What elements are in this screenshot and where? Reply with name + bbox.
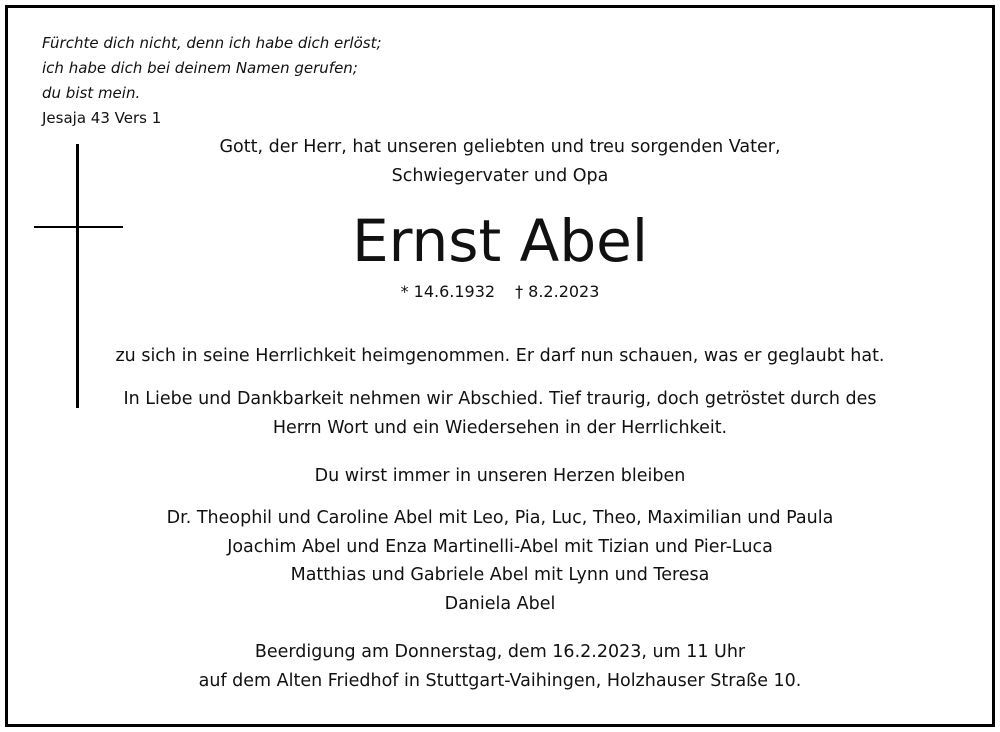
obituary-notice — [5, 5, 995, 727]
verse-line: Fürchte dich nicht, denn ich habe dich erlöst; — [42, 34, 382, 52]
funeral-info — [8, 638, 992, 695]
verse-line: du bist mein. — [42, 84, 141, 102]
intro-text — [8, 133, 992, 190]
birth-date: * 14.6.1932 — [400, 282, 496, 301]
verse-source: Jesaja 43 Vers 1 — [42, 109, 162, 127]
deceased-name: Ernst Abel — [352, 207, 648, 275]
mourners-list — [8, 504, 992, 618]
closing-text: Du wirst immer in unseren Herzen bleiben — [314, 466, 686, 486]
mourner-line: Matthias und Gabriele Abel mit Lynn und Teresa — [290, 565, 710, 585]
intro-line: Gott, der Herr, hat unseren geliebten und treu sorgenden Vater, — [219, 137, 781, 157]
farewell-text — [8, 385, 992, 442]
mourner-line: Dr. Theophil und Caroline Abel mit Leo, Pia, Luc, Theo, Maximilian und Paula — [166, 508, 834, 528]
funeral-line: auf dem Alten Friedhof in Stuttgart-Vaihingen, Holzhauser Straße 10. — [198, 670, 802, 691]
verse-line: ich habe dich bei deinem Namen gerufen; — [42, 59, 358, 77]
mourner-line: Daniela Abel — [444, 593, 556, 614]
intro-line: Schwiegervater und Opa — [391, 165, 609, 186]
life-dates — [8, 280, 992, 304]
mourner-line: Joachim Abel und Enza Martinelli-Abel mit Tizian und Pier-Luca — [227, 536, 773, 557]
farewell-line: Herrn Wort und ein Wiedersehen in der Herrlichkeit. — [272, 417, 728, 438]
bible-verse — [42, 31, 382, 131]
death-date: † 8.2.2023 — [515, 282, 600, 301]
farewell-line: In Liebe und Dankbarkeit nehmen wir Abschied. Tief traurig, doch getröstet durch des — [123, 389, 877, 409]
statement-text: zu sich in seine Herrlichkeit heimgenommen. Er darf nun schauen, was er geglaubt hat. — [115, 346, 885, 366]
funeral-line: Beerdigung am Donnerstag, dem 16.2.2023, um 11 Uhr — [254, 642, 746, 662]
